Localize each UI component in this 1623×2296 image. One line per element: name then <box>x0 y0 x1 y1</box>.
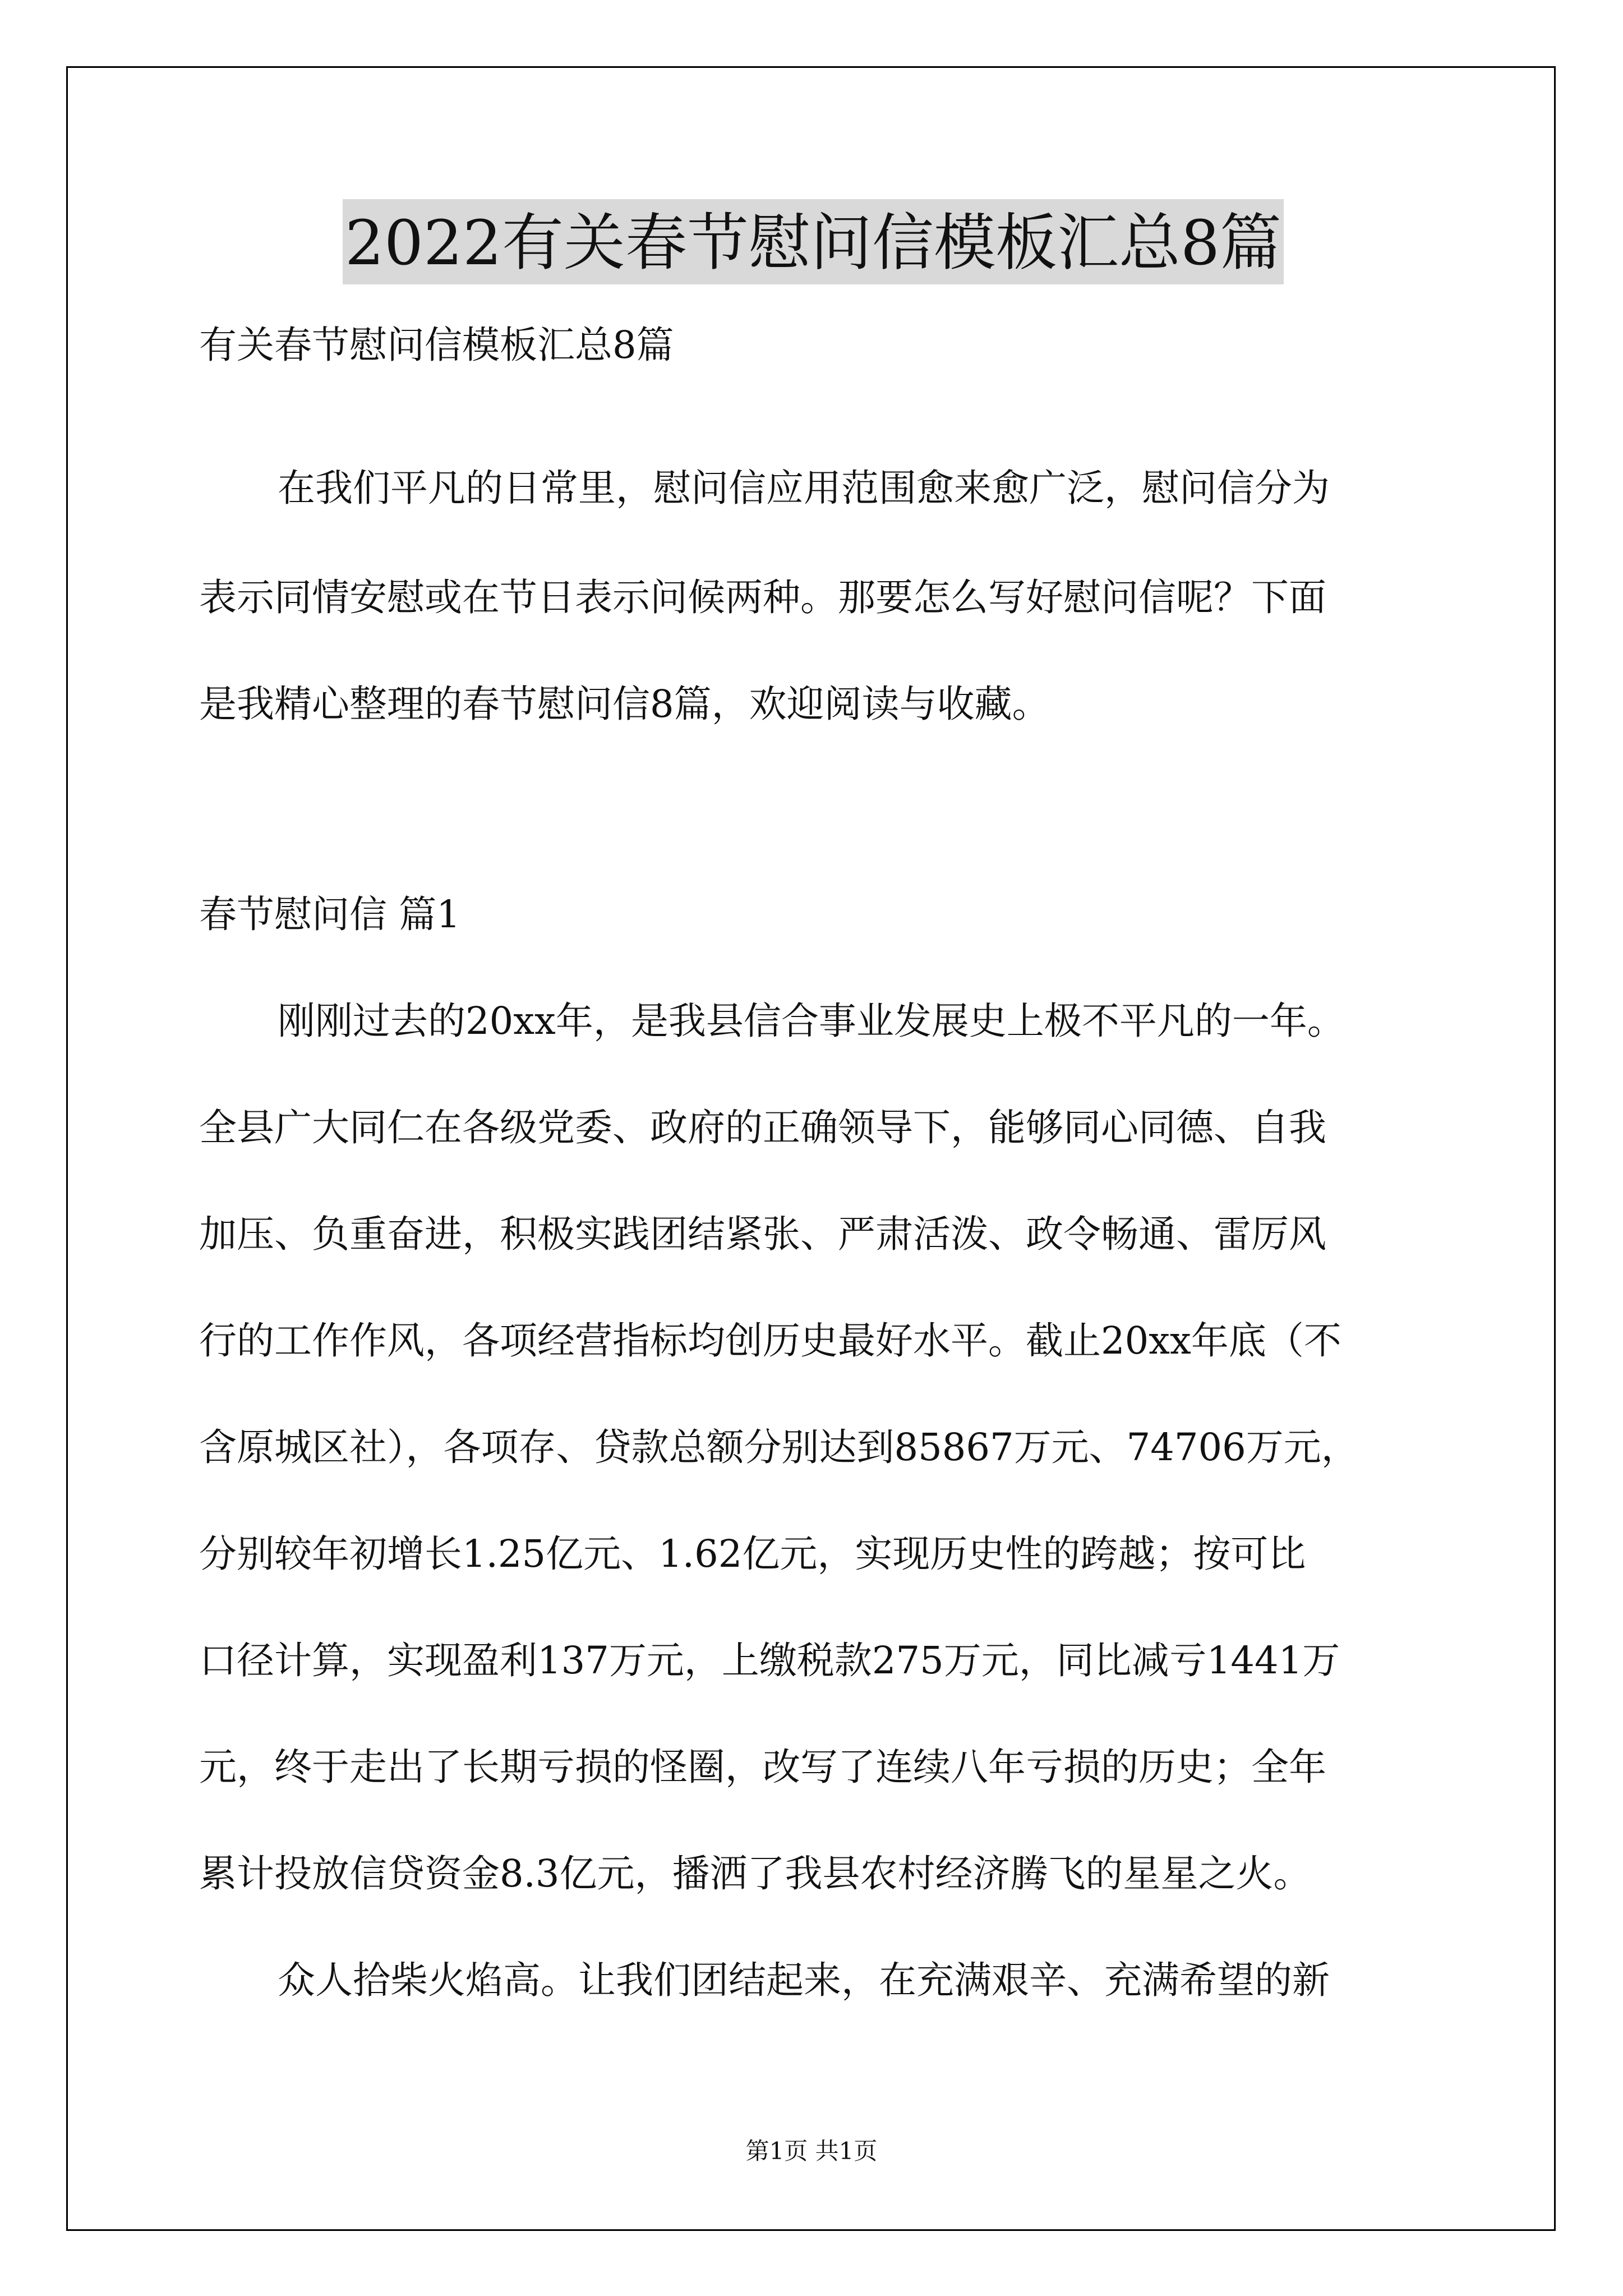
document-title: 2022有关春节慰问信模板汇总8篇 <box>343 199 1284 284</box>
intro-line-3: 是我精心整理的春节慰问信8篇，欢迎阅读与收藏。 <box>199 682 1050 726</box>
page-footer: 第1页 共1页 <box>745 2137 878 2165</box>
para1-line-9: 累计投放信贷资金8.3亿元，播洒了我县农村经济腾飞的星星之火。 <box>199 1852 1311 1895</box>
para1-line-6: 分别较年初增长1.25亿元、1.62亿元，实现历史性的跨越；按可比 <box>199 1532 1306 1576</box>
para1-line-3: 加压、负重奋进，积极实践团结紧张、严肃活泼、政令畅通、雷厉风 <box>199 1212 1326 1256</box>
para1-line-8: 元，终于走出了长期亏损的怪圈，改写了连续八年亏损的历史；全年 <box>199 1745 1326 1789</box>
para1-line-1: 刚刚过去的20xx年，是我县信合事业发展史上极不平凡的一年。 <box>278 999 1345 1043</box>
title-wrap <box>199 199 1427 284</box>
para1-line-7: 口径计算，实现盈利137万元，上缴税款275万元，同比减亏1441万 <box>199 1639 1340 1682</box>
section-heading: 春节慰问信 篇1 <box>199 892 460 936</box>
para1-line-5: 含原城区社），各项存、贷款总额分别达到85867万元、74706万元， <box>199 1425 1359 1469</box>
para1-line-4: 行的工作作风，各项经营指标均创历史最好水平。截止20xx年底（不 <box>199 1319 1341 1363</box>
document-subtitle: 有关春节慰问信模板汇总8篇 <box>199 323 674 367</box>
intro-line-2: 表示同情安慰或在节日表示问候两种。那要怎么写好慰问信呢？下面 <box>199 576 1326 619</box>
para2-line-1: 众人拾柴火焰高。让我们团结起来，在充满艰辛、充满希望的新 <box>278 1958 1330 2002</box>
para1-line-2: 全县广大同仁在各级党委、政府的正确领导下，能够同心同德、自我 <box>199 1106 1326 1149</box>
intro-line-1: 在我们平凡的日常里，慰问信应用范围愈来愈广泛，慰问信分为 <box>278 466 1330 510</box>
